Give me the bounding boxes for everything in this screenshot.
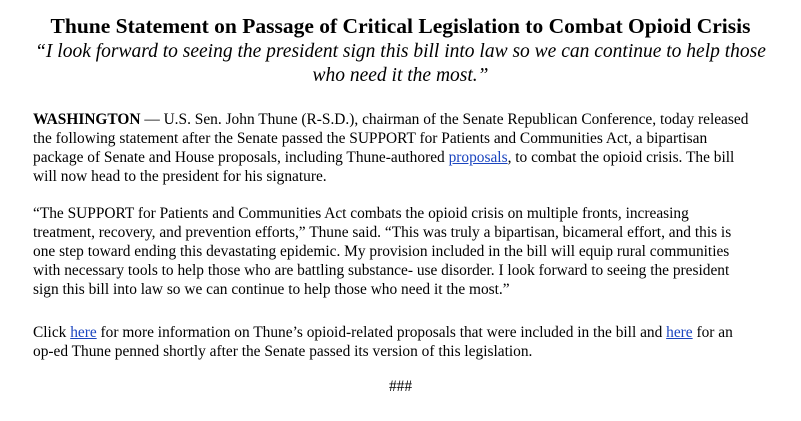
here-link-op-ed[interactable]: here (666, 324, 693, 341)
intro-line-3 (33, 148, 788, 167)
here-link-proposals[interactable]: here (70, 324, 97, 341)
quote-line-4: with necessary tools to help those who are battling substance- use disorder. I look forward to seeing the president (33, 262, 730, 279)
intro-line-1-text: — U.S. Sen. John Thune (R-S.D.), chairman of the Senate Republican Conference, today released (140, 111, 749, 128)
more-info-paragraph (33, 323, 788, 361)
headline: Thune Statement on Passage of Critical Legislation to Combat Opioid Crisis (50, 14, 751, 38)
intro-line-4: will now head to the president for his signature. (33, 168, 327, 185)
more-info-after-text: for an (692, 324, 733, 341)
more-info-middle-text: for more information on Thune’s opioid-related proposals that were included in the bill and (96, 324, 667, 341)
quote-line-2: treatment, recovery, and prevention efforts,” Thune said. “This was truly a bipartisan, bicameral effort, and this is (33, 224, 732, 241)
click-text: Click (33, 324, 71, 341)
quote-line-3: one step toward ending this devastating epidemic. My provision included in the bill will equip rural communities (33, 243, 730, 260)
intro-line-1 (33, 110, 788, 129)
quote-line-1: “The SUPPORT for Patients and Communities Act combats the opioid crisis on multiple fronts, increasing (33, 205, 689, 222)
end-mark: ### (388, 378, 413, 395)
intro-line-3-after-link: , to combat the opioid crisis. The bill (507, 149, 735, 166)
more-info-line-2: op-ed Thune penned shortly after the Senate passed its version of this legislation. (33, 343, 533, 360)
more-info-line-1 (33, 323, 788, 342)
pull-quote-subtitle: “I look forward to seeing the president sign this bill into law so we can continue to help those who need it the most.” (35, 41, 766, 86)
proposals-link[interactable]: proposals (448, 149, 508, 166)
quote-line-5: sign this bill into law so we can continue to help those who need it the most.” (33, 281, 510, 298)
quote-paragraph (33, 204, 788, 299)
intro-paragraph (33, 110, 788, 186)
intro-line-2: the following statement after the Senate passed the SUPPORT for Patients and Communities Act, a bipartisan (33, 130, 708, 147)
intro-line-3-before-link: package of Senate and House proposals, including Thune-authored (33, 149, 449, 166)
dateline: WASHINGTON (33, 111, 141, 128)
